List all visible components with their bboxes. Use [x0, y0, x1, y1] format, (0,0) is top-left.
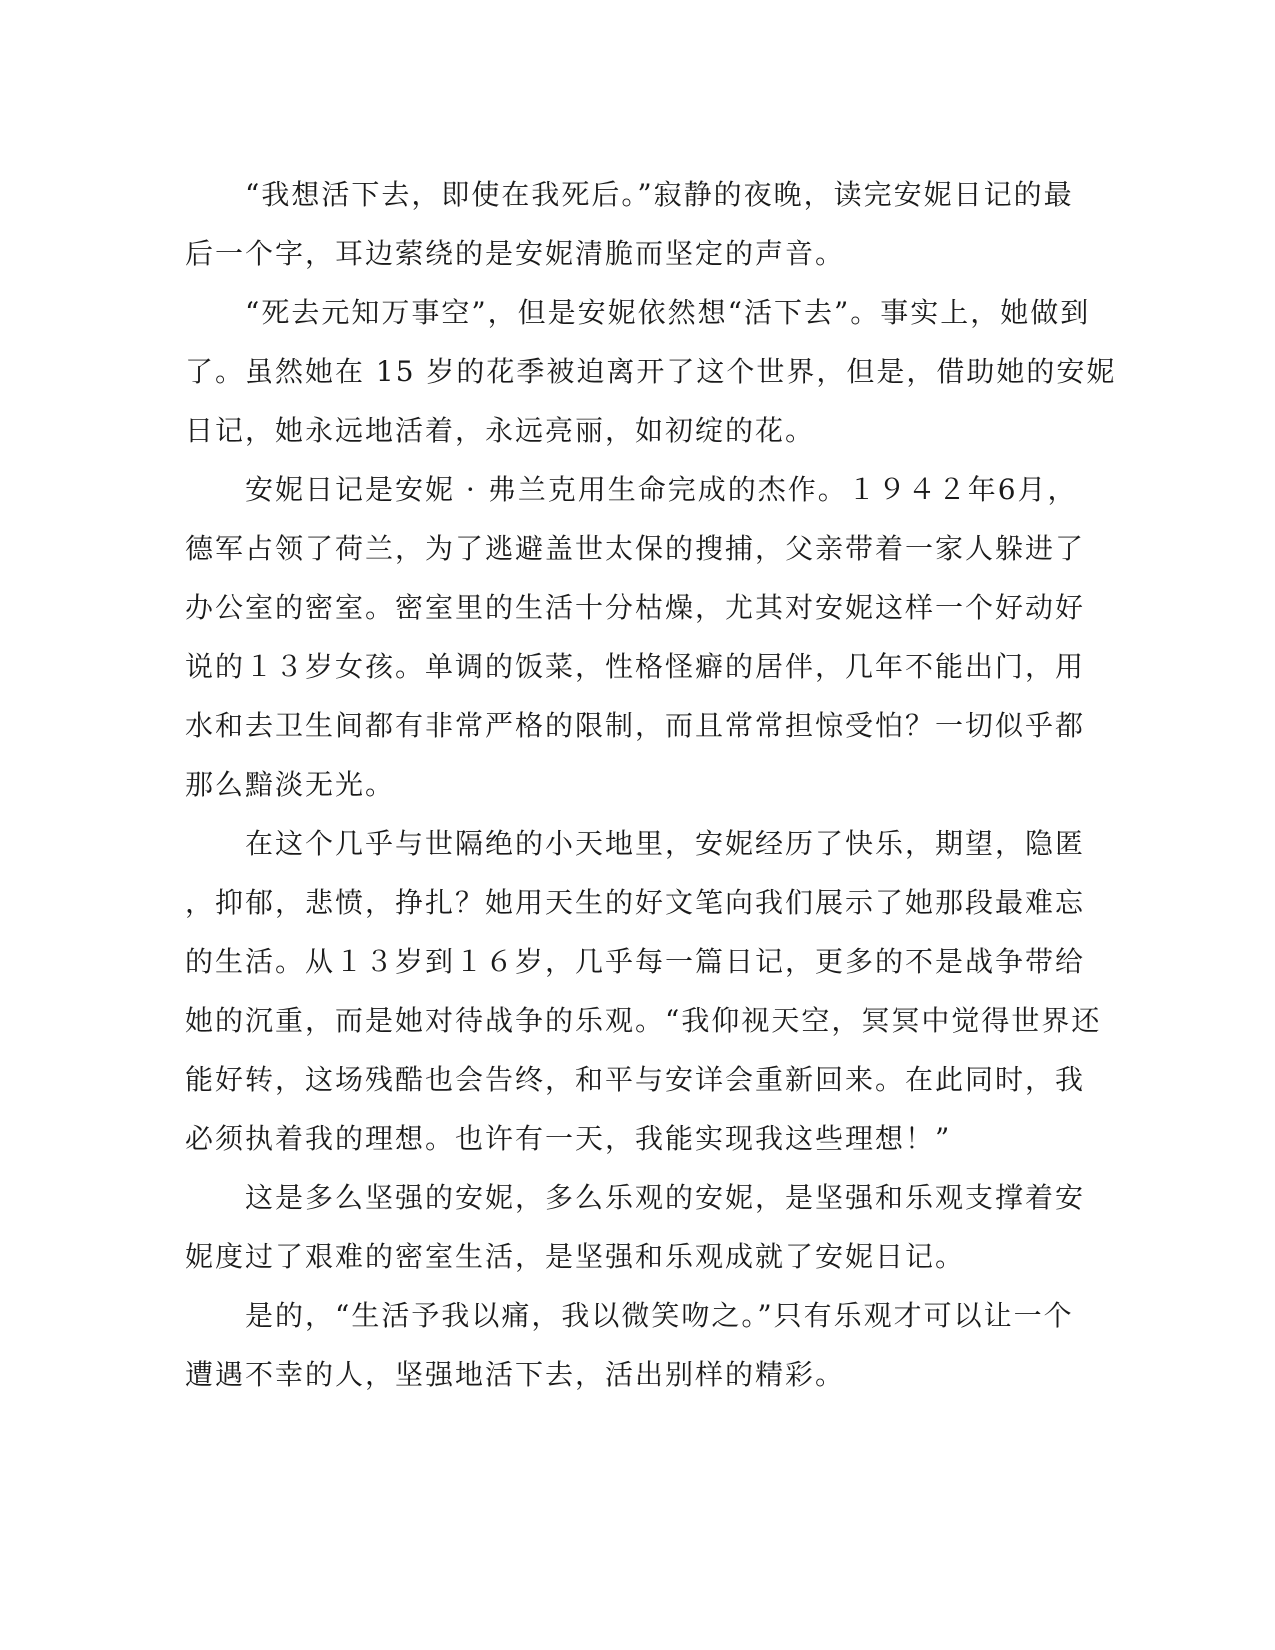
- text-line: 了。虽然她在 15 岁的花季被迫离开了这个世界，但是，借助她的安妮: [185, 355, 1117, 388]
- text-line: 安妮日记是安妮 · 弗兰克用生命完成的杰作。１９４２年6月，: [185, 473, 1078, 506]
- text-line: 必须执着我的理想。也许有一天，我能实现我这些理想！”: [185, 1122, 952, 1155]
- text-line: 水和去卫生间都有非常严格的限制，而且常常担惊受怕？一切似乎都: [185, 709, 1086, 742]
- text-line: 能好转，这场残酷也会告终，和平与安详会重新回来。在此同时，我: [185, 1063, 1086, 1096]
- text-line: 那么黯淡无光。: [185, 768, 396, 801]
- text-line: ，抑郁，悲愤，挣扎？她用天生的好文笔向我们展示了她那段最难忘: [185, 886, 1086, 919]
- text-line: 她的沉重，而是她对待战争的乐观。“我仰视天空，冥冥中觉得世界还: [185, 1004, 1102, 1037]
- text-line: 在这个几乎与世隔绝的小天地里，安妮经历了快乐，期望，隐匿: [185, 827, 1086, 860]
- text-line: 这是多么坚强的安妮，多么乐观的安妮，是坚强和乐观支撑着安: [185, 1181, 1086, 1214]
- paragraph-3: [185, 460, 1086, 814]
- text-line: “死去元知万事空”，但是安妮依然想“活下去”。事实上，她做到: [185, 296, 1091, 329]
- text-line: 日记，她永远地活着，永远亮丽，如初绽的花。: [185, 414, 816, 447]
- text-line: 妮度过了艰难的密室生活，是坚强和乐观成就了安妮日记。: [185, 1240, 966, 1273]
- paragraph-6: [185, 1286, 1074, 1404]
- text-line: 办公室的密室。密室里的生活十分枯燥，尤其对安妮这样一个好动好: [185, 591, 1086, 624]
- text-line: 说的１３岁女孩。单调的饭菜，性格怪癖的居伴，几年不能出门，用: [185, 650, 1086, 683]
- paragraph-2: [185, 283, 1117, 460]
- text-line: 的生活。从１３岁到１６岁，几乎每一篇日记，更多的不是战争带给: [185, 945, 1086, 978]
- paragraph-1: [185, 165, 1074, 283]
- text-line: 是的，“生活予我以痛，我以微笑吻之。”只有乐观才可以让一个: [185, 1299, 1074, 1332]
- document-body: [185, 165, 1117, 1404]
- text-line: 遭遇不幸的人，坚强地活下去，活出别样的精彩。: [185, 1358, 846, 1391]
- text-line: 德军占领了荷兰，为了逃避盖世太保的搜捕，父亲带着一家人躲进了: [185, 532, 1086, 565]
- paragraph-4: [185, 814, 1102, 1168]
- text-line: “我想活下去，即使在我死后。”寂静的夜晚，读完安妮日记的最: [185, 178, 1074, 211]
- paragraph-5: [185, 1168, 1086, 1286]
- text-line: 后一个字，耳边萦绕的是安妮清脆而坚定的声音。: [185, 237, 846, 270]
